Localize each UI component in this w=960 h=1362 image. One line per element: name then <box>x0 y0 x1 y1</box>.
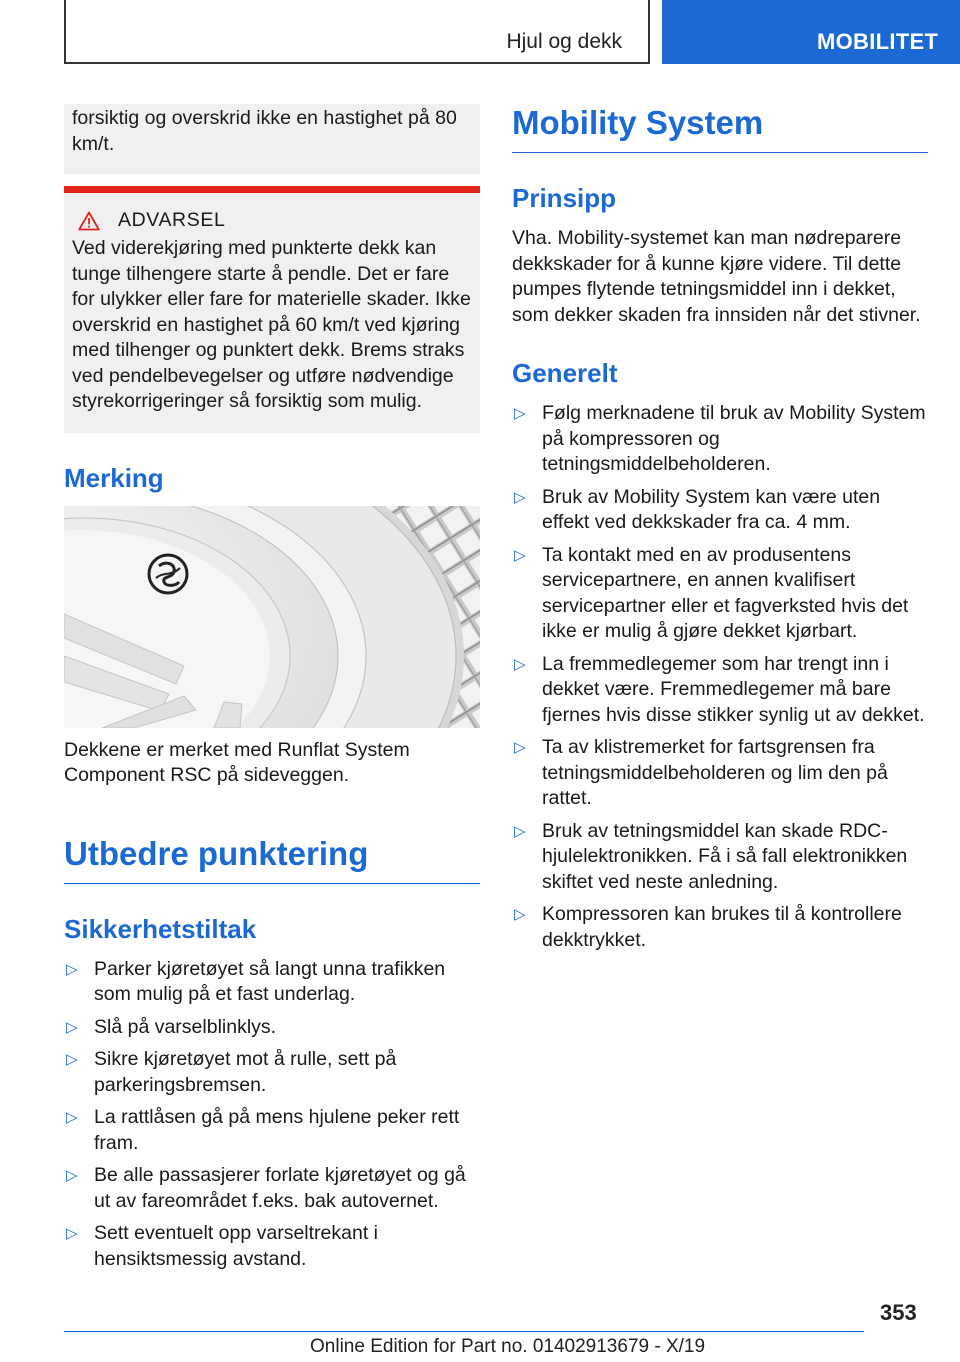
safety-list <box>64 957 480 1273</box>
right-column <box>512 104 928 960</box>
warning-title: ADVARSEL <box>118 209 226 231</box>
list-item: ▷ Ta av klistremerket for fartsgrensen fra tetningsmiddelbeholderen og lim den på rattet. <box>514 736 888 809</box>
bullet-triangle-icon: ▷ <box>514 655 526 673</box>
tire-rsc-marking-image <box>64 506 480 728</box>
prinsipp-heading: Prinsipp <box>512 183 617 213</box>
list-item: ▷ Slå på varselblinklys. <box>64 1015 480 1041</box>
list-item: ▷ Sikre kjøretøyet mot å rulle, sett på parkeringsbremsen. <box>66 1048 397 1096</box>
continued-note-box <box>64 104 480 174</box>
merking-text: Dekkene er merket med Runflat System Component RSC på sideveggen. <box>64 738 410 786</box>
header-section-title: Hjul og dekk <box>506 30 622 53</box>
warning-text: Ved viderekjøring med punkterte dekk kan tunge tilhengere starte å pendle. Det er fare for ulykker eller fare for materielle skader. Ikke overskrid en hastighet på 60 km/t ved kjøring med tilhenger og punktert dekk. Brems straks ved pendelbevegelser og utføre nødvendige styrekorrigeringer så forsiktig som mulig. <box>72 237 471 412</box>
list-item: ▷ Ta kontakt med en av produsentens servicepartnere, en annen kvalifisert servicepartner eller et fagverksted hvis det ikke er mulig å gjøre dekket kjørbart. <box>514 543 909 642</box>
utbedre-punktering-heading: Utbedre punktering <box>64 835 480 884</box>
bullet-triangle-icon: ▷ <box>514 488 526 506</box>
bullet-triangle-icon: ▷ <box>66 1109 78 1126</box>
general-list <box>512 401 928 953</box>
bullet-triangle-icon: ▷ <box>66 960 78 978</box>
mobility-system-heading: Mobility System <box>512 104 928 153</box>
list-item: ▷ Følg merknadene til bruk av Mobility System på kompressoren og tetningsmiddelbeholderen. <box>514 402 926 475</box>
merking-heading: Merking <box>64 462 164 493</box>
list-item: ▷ Bruk av Mobility System kan være uten effekt ved dekkskader fra ca. 4 mm. <box>514 485 881 533</box>
list-item: ▷ Be alle passasjerer forlate kjøretøyet og gå ut av fareområdet f.eks. bak autovernet. <box>66 1164 466 1212</box>
list-item: ▷ Kompressoren kan brukes til å kontrollere dekktrykket. <box>514 903 902 951</box>
page-number: 353 <box>880 1300 917 1325</box>
list-item: ▷ La rattlåsen gå på mens hjulene peker rett fram. <box>66 1106 460 1154</box>
bullet-triangle-icon: ▷ <box>66 1051 78 1068</box>
bullet-triangle-icon: ▷ <box>514 906 526 923</box>
bullet-triangle-icon: ▷ <box>514 405 526 422</box>
warning-header <box>78 209 472 232</box>
list-item: ▷ Sett eventuelt opp varseltrekant i hensiktsmessig avstand. <box>66 1222 378 1270</box>
bullet-triangle-icon: ▷ <box>66 1167 78 1184</box>
list-item: ▷ Parker kjøretøyet så langt unna trafikken som mulig på et fast underlag. <box>66 957 446 1005</box>
bullet-triangle-icon: ▷ <box>514 546 526 564</box>
prinsipp-text: Vha. Mobility-systemet kan man nødreparere dekkskader for å kunne kjøre videre. Til dette pumpes flytende tetningsmiddel inn i dekket, som dekker skaden fra innsiden når det stivner. <box>512 227 921 326</box>
list-item: ▷ La fremmedlegemer som har trengt inn i dekket være. Fremmedlegemer må bare fjernes hvis disse stikker synlig ut av dekket. <box>514 652 925 726</box>
list-item: ▷ Bruk av tetningsmiddel kan skade RDC-hjulelektronikken. Få i så fall elektronikken skiftet ved neste anledning. <box>514 819 908 893</box>
footer-divider <box>64 1331 864 1332</box>
footer-edition-text: Online Edition for Part no. 01402913679 - X/19 <box>310 1336 706 1357</box>
bullet-triangle-icon: ▷ <box>514 822 526 840</box>
bullet-triangle-icon: ▷ <box>66 1225 78 1242</box>
sikkerhetstiltak-heading: Sikkerhetstiltak <box>64 913 257 944</box>
header-chapter-tab[interactable]: MOBILITET <box>662 0 960 64</box>
header-section-box <box>64 0 650 64</box>
bullet-triangle-icon: ▷ <box>66 1018 78 1036</box>
warning-triangle-icon <box>78 211 100 231</box>
generelt-heading: Generelt <box>512 358 618 388</box>
continued-note-text: forsiktig og overskrid ikke en hastighet på 80 km/t. <box>72 107 457 155</box>
left-column <box>64 104 480 1279</box>
bullet-triangle-icon: ▷ <box>514 739 526 756</box>
warning-box <box>64 186 480 433</box>
